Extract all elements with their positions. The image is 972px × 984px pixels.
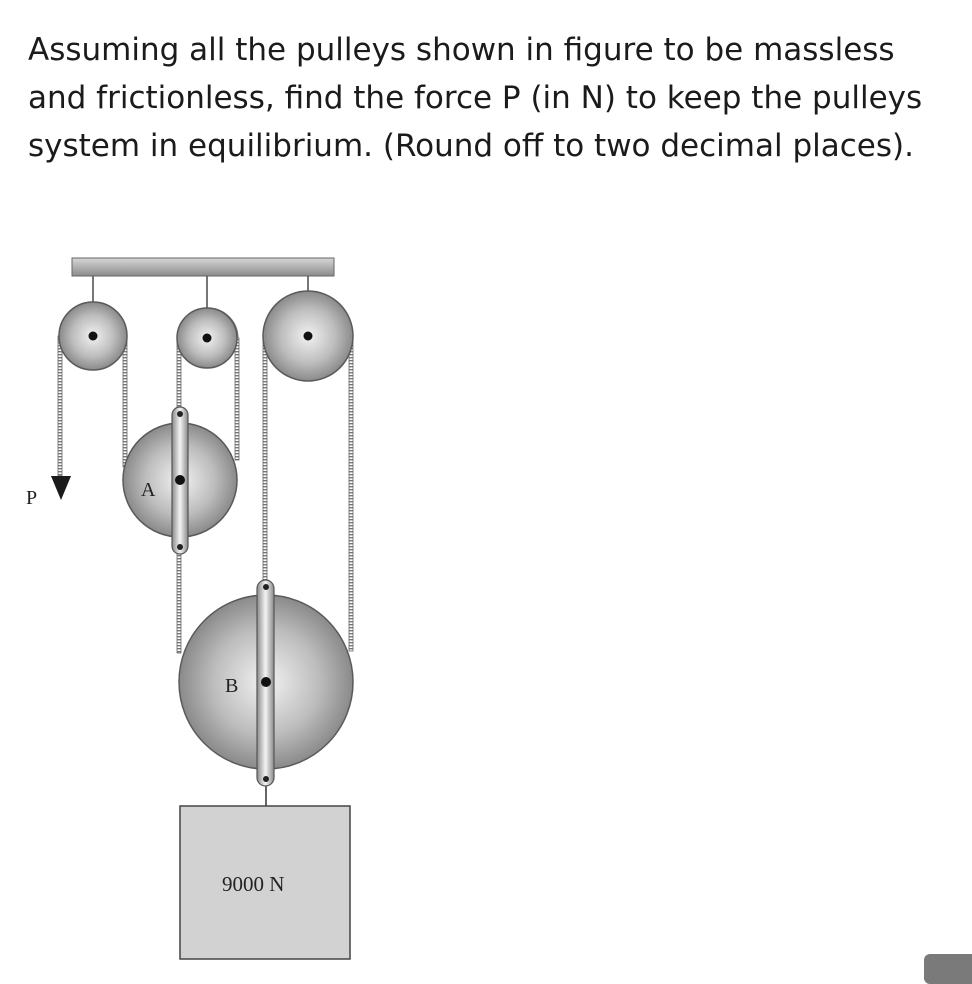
fixed-pulley-2 [177,308,237,368]
corner-scroll-button[interactable] [924,954,972,984]
pulley-b [179,580,353,786]
force-arrow-icon [51,476,71,500]
force-label: P [26,487,38,509]
ceiling-support [72,258,334,276]
pulley-a-label: A [141,479,156,501]
fixed-pulley-3 [263,291,353,381]
question-text: Assuming all the pulleys shown in figure to be massless and frictionless, find the force P (in N) to keep the pulleys system in equilibrium. (Round off to two decimal places). [28,32,923,164]
fixed-pulley-1 [59,302,127,370]
load-label: 9000 N [222,872,285,896]
pulley-b-label: B [225,675,239,697]
